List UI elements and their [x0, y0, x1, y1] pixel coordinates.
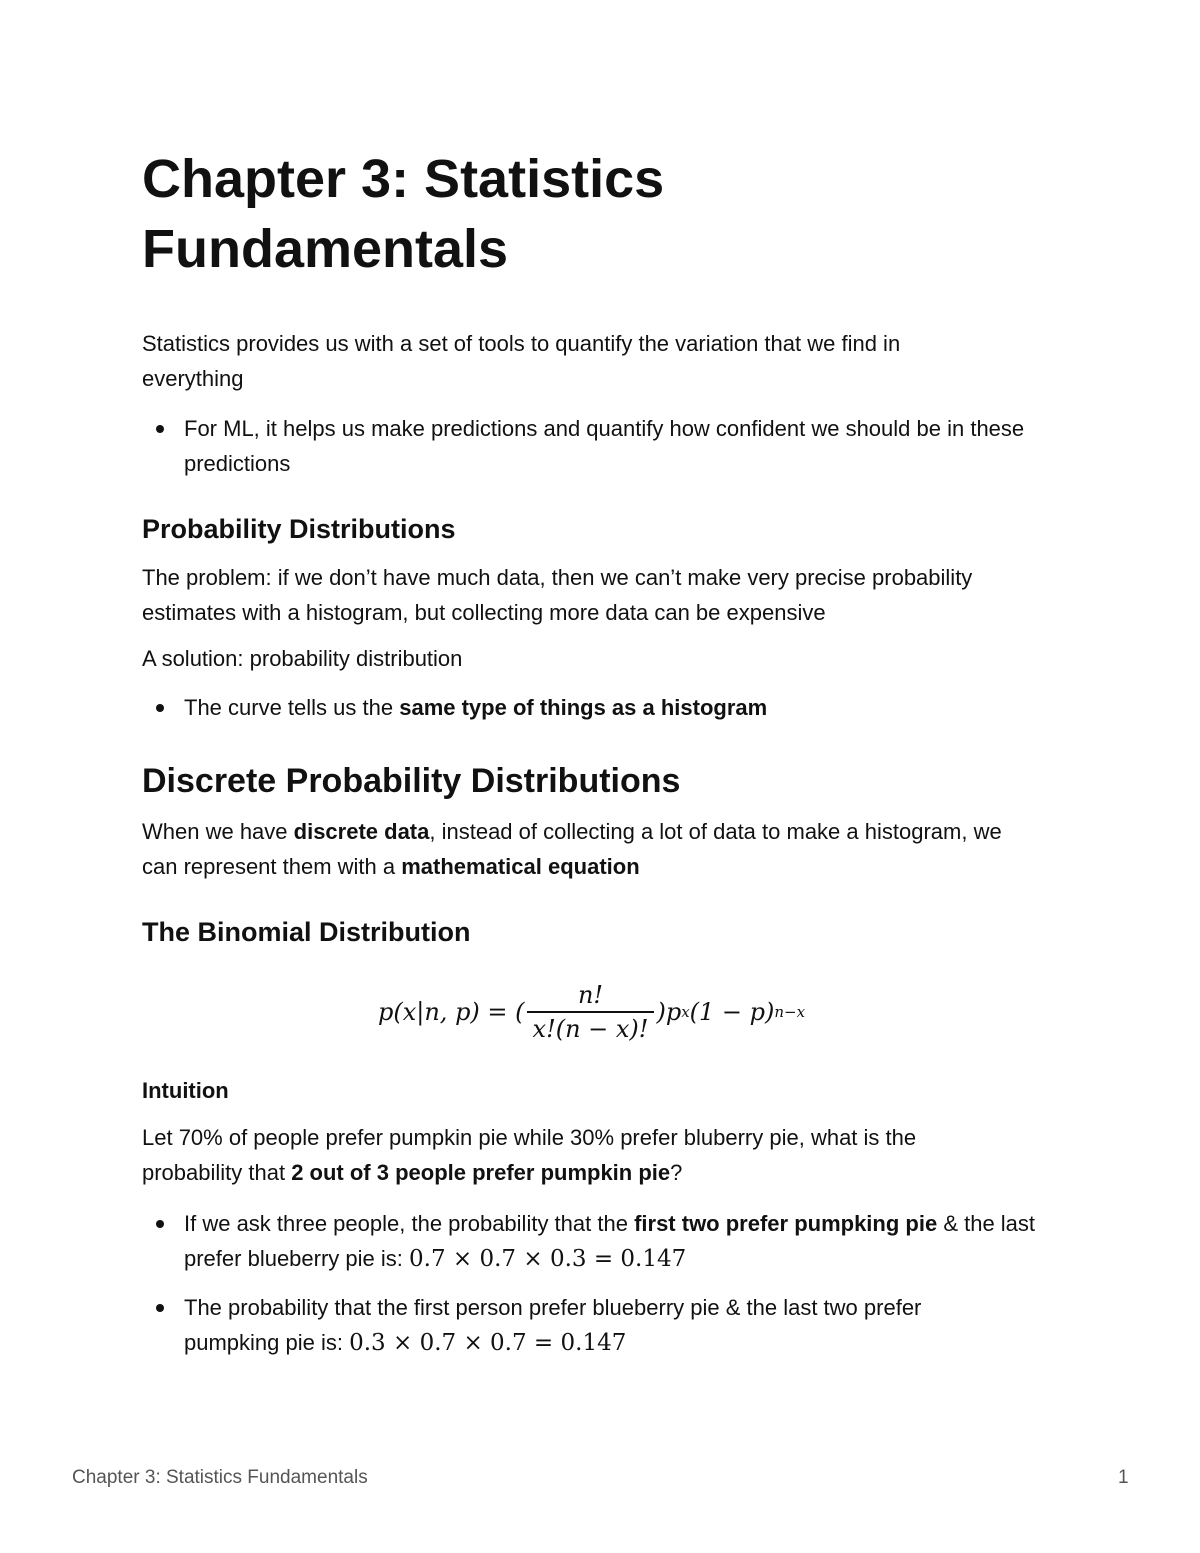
problem-paragraph: The problem: if we don’t have much data, then we can’t make very precise probability estimates with a histogram, but collecting more data can be expensive: [142, 565, 973, 625]
solution-paragraph: A solution: probability distribution: [142, 646, 463, 671]
list-item: [184, 411, 1044, 481]
bullet-bold-text: same type of things as a histogram: [399, 695, 768, 720]
bullet-text: The curve tells us the: [184, 695, 400, 720]
bullet-icon: [156, 425, 164, 433]
footer-title: Chapter 3: Statistics Fundamentals: [72, 1467, 368, 1488]
formula-fraction: $\frac{n!}{x!(n - x)!}$: [527, 981, 655, 1043]
bullet-icon: [156, 1304, 164, 1312]
intuition-heading: Intuition: [142, 1078, 229, 1103]
page-number: 1: [1118, 1467, 1129, 1488]
intro-bullet-text: For ML, it helps us make predictions and quantify how confident we should be in these predictions: [184, 416, 1025, 476]
intuition-paragraph: Let 70% of people prefer pumpkin pie while 30% prefer bluberry pie, what is the probability that 2 out of 3 people prefer pumpkin pie?: [142, 1125, 917, 1185]
page-title: Chapter 3: Statistics Fundamentals: [142, 149, 665, 279]
bullet-icon: [156, 704, 164, 712]
bullet-icon: [156, 1220, 164, 1228]
discrete-paragraph: When we have discrete data, instead of collecting a lot of data to make a histogram, we can represent them with a mathematical equation: [142, 819, 1002, 879]
intro-paragraph: Statistics provides us with a set of tools to quantify the variation that we find in everything: [142, 331, 901, 391]
list-item: [184, 690, 1044, 725]
section-heading-binomial-distribution: The Binomial Distribution: [142, 917, 471, 947]
math-expression: 0.7 × 0.7 × 0.3 = 0.147: [409, 1246, 687, 1272]
section-heading-discrete-probability-distributions: Discrete Probability Distributions: [142, 762, 681, 800]
math-expression: 0.3 × 0.7 × 0.7 = 0.147: [349, 1330, 627, 1356]
binomial-formula: p(x|n, p) = ( $\frac{n!}{x!(n - x)!}$ )p x (1 − p) n−x: [378, 981, 806, 1043]
list-item: The probability that the first person prefer blueberry pie & the last two prefer pumpking pie is: 0.3 × 0.7 × 0.7 = 0.147: [184, 1290, 1004, 1361]
list-item: If we ask three people, the probability that the first two prefer pumpking pie & the last prefer blueberry pie is: 0.7 × 0.7 × 0.3 = 0.147: [184, 1206, 1064, 1277]
section-heading-probability-distributions: Probability Distributions: [142, 514, 456, 544]
